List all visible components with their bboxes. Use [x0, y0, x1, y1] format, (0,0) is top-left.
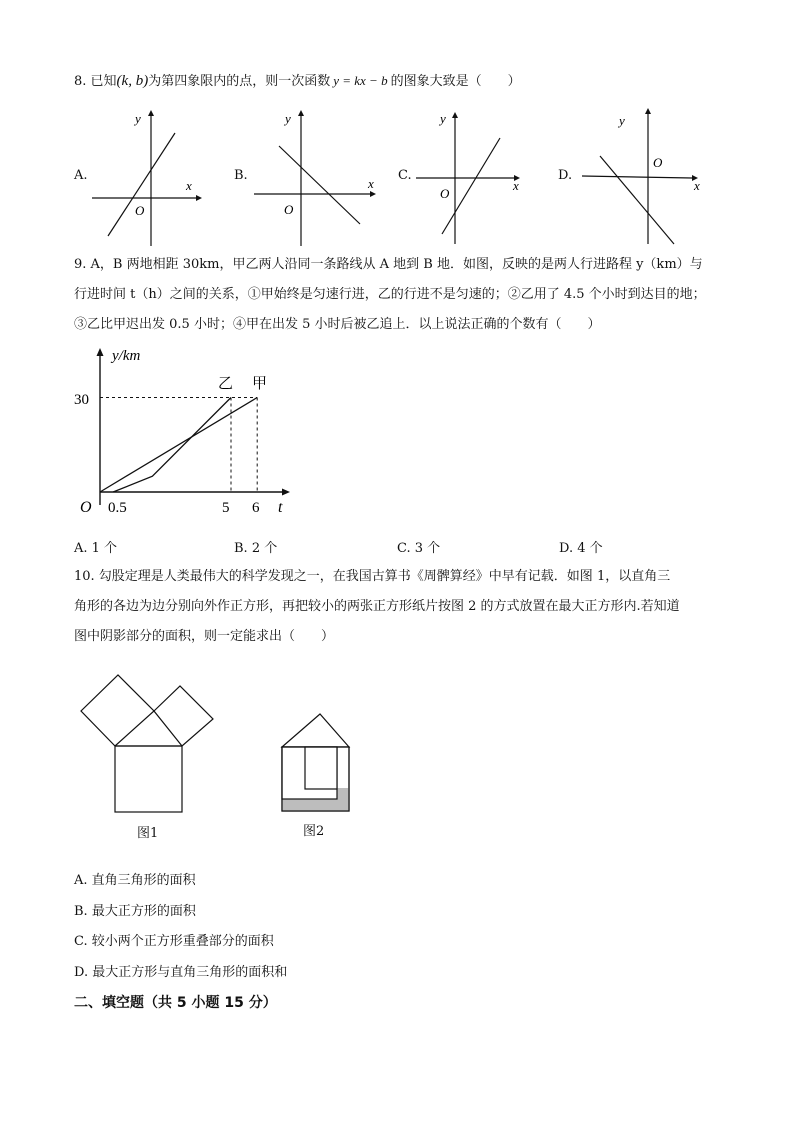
axis-y-label: y: [619, 113, 625, 128]
y-axis-arrow: [148, 110, 154, 116]
x-tick-5: 5: [222, 500, 230, 516]
x-tick-6: 6: [252, 500, 260, 516]
left-square: [81, 675, 154, 746]
origin-label: O: [653, 155, 663, 170]
function-line: [442, 138, 500, 234]
y-tick-30: 30: [74, 392, 89, 408]
q10-line-2: 角形的各边为边分别向外作正方形，再把较小的两张正方形纸片按图 2 的方式放置在最大正方形内.若知道: [74, 599, 680, 614]
x-axis-arrow: [282, 489, 290, 496]
q8-option-c[interactable]: C.: [398, 168, 412, 183]
function-line: [108, 133, 175, 236]
axis-x-label: x: [513, 178, 519, 193]
function-line: [600, 156, 674, 244]
q9-line-2: 行进时间 t（h）之间的关系，①甲始终是匀速行进，乙的行进不是匀速的；②乙用了 4.5 个小时到达目的地；: [74, 287, 706, 302]
series-label-yi: 乙: [218, 376, 234, 392]
q10-figure-2-caption: 图2: [303, 824, 325, 839]
section-2-heading: 二、填空题（共 5 小题 15 分）: [74, 995, 277, 1011]
q9-option-c[interactable]: C. 3 个: [397, 541, 441, 556]
y-axis-arrow: [97, 348, 104, 356]
q9-option-d[interactable]: D. 4 个: [559, 541, 603, 556]
q10-line-1: 10. 勾股定理是人类最伟大的科学发现之一，在我国古算书《周髀算经》中早有记载．如图 1，以直角三: [74, 569, 671, 584]
axis-y-label: y: [440, 111, 446, 126]
q10-figure-1: [76, 660, 226, 820]
q9-line-1: 9. A，B 两地相距 30km，甲乙两人沿同一条路线从 A 地到 B 地．如图，反映的是两人行进路程 y（km）与: [74, 257, 703, 272]
q8-stem: [74, 71, 521, 92]
q8-mid: 为第四象限内的点，则一次函数: [148, 74, 331, 89]
series-label-jia: 甲: [252, 376, 268, 392]
q10-figure-2: [276, 706, 356, 818]
y-axis-arrow: [645, 108, 651, 114]
q8-graph-c: [412, 108, 532, 248]
q8-func: y = kx − b: [333, 73, 388, 88]
q8-option-b[interactable]: B.: [234, 168, 248, 183]
axis-y-label: y: [135, 111, 141, 126]
y-axis-label: y/km: [112, 348, 141, 364]
q8-graph-b: [250, 108, 385, 248]
x-axis-arrow: [370, 191, 376, 197]
q8-option-d[interactable]: D.: [558, 168, 573, 183]
q9-option-b[interactable]: B. 2 个: [234, 541, 278, 556]
q9-line-3: ③乙比甲迟出发 0.5 小时；④甲在出发 5 小时后被乙追上．以上说法正确的个数有（ ）: [74, 317, 601, 332]
q10-option-b[interactable]: B. 最大正方形的面积: [74, 904, 196, 919]
y-axis-arrow: [452, 112, 458, 118]
q8-graph-a: [88, 108, 208, 248]
y-axis-arrow: [298, 110, 304, 116]
x-axis: [582, 176, 692, 178]
small-square: [305, 747, 337, 789]
q8-point: (k, b): [116, 73, 149, 89]
series-line-jia: [100, 398, 257, 493]
axis-x-label: x: [186, 178, 192, 193]
axis-x-label: x: [368, 176, 374, 191]
largest-square: [115, 746, 182, 812]
origin-label: O: [284, 202, 294, 217]
q10-option-d[interactable]: D. 最大正方形与直角三角形的面积和: [74, 965, 288, 980]
q8-graph-d: [578, 104, 708, 248]
right-square: [154, 686, 213, 746]
q10-option-a[interactable]: A. 直角三角形的面积: [74, 873, 196, 888]
q8-option-a[interactable]: A.: [74, 168, 88, 183]
origin-label: O: [135, 203, 145, 218]
series-line-yi: [113, 398, 231, 493]
q9-option-a[interactable]: A. 1 个: [74, 541, 118, 556]
x-axis-label: t: [278, 499, 283, 516]
x-tick-0-5: 0.5: [108, 500, 127, 516]
origin-label: O: [80, 499, 92, 516]
axis-y-label: y: [285, 111, 291, 126]
q9-graph: [72, 340, 302, 520]
origin-label: O: [440, 186, 450, 201]
x-axis-arrow: [196, 195, 202, 201]
q10-figure-1-caption: 图1: [137, 826, 159, 841]
axis-x-label: x: [694, 178, 700, 193]
q8-suffix: 的图象大致是（ ）: [390, 74, 521, 89]
q10-option-c[interactable]: C. 较小两个正方形重叠部分的面积: [74, 934, 274, 949]
q10-line-3: 图中阴影部分的面积，则一定能求出（ ）: [74, 629, 335, 644]
q8-prefix: 8. 已知: [74, 74, 117, 89]
outer-triangle: [282, 714, 349, 747]
